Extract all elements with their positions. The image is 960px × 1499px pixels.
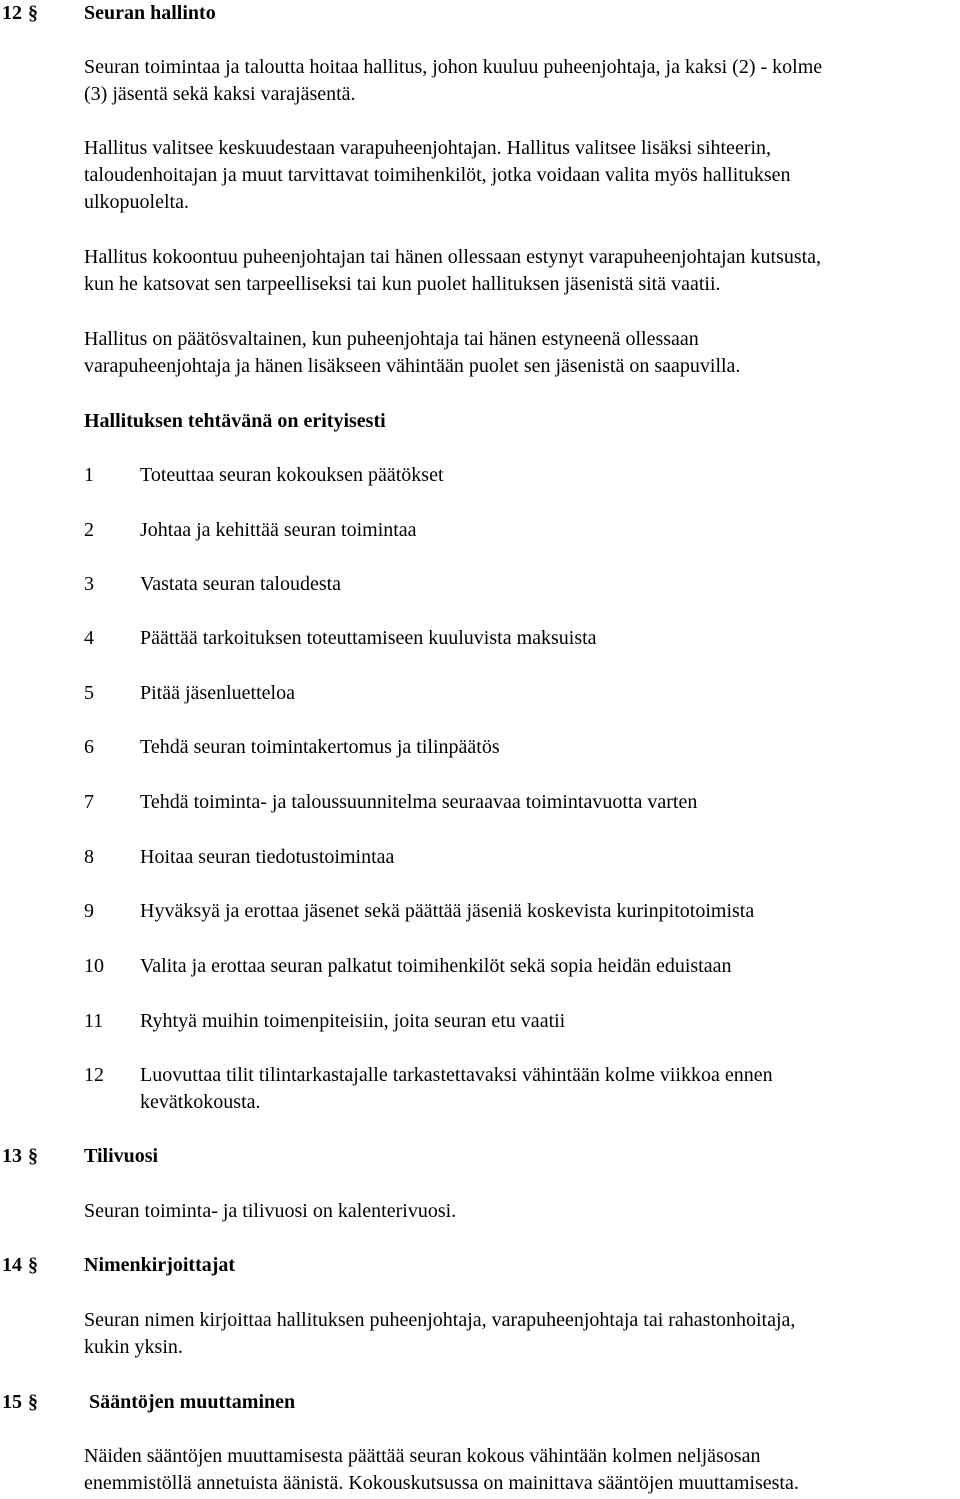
task-number: 7 [84, 791, 94, 813]
paragraph-line: ulkopuolelta. [84, 191, 189, 213]
task-number: 6 [84, 736, 94, 758]
paragraph-line: enemmistöllä annetuista äänistä. Kokouskutsussa on mainittava sääntöjen muuttamisesta. [84, 1472, 799, 1494]
task-line: Hyväksyä ja erottaa jäsenet sekä päättää jäseniä koskevista kurinpitotoimista [140, 900, 755, 922]
section-13-title: Tilivuosi [84, 1145, 159, 1167]
task-line: Hoitaa seuran tiedotustoimintaa [140, 846, 395, 868]
section-15-title: Sääntöjen muuttaminen [89, 1391, 296, 1413]
task-line: Tehdä seuran toimintakertomus ja tilinpäätös [140, 736, 500, 758]
section-sign: § [28, 2, 38, 24]
task-number: 5 [84, 682, 94, 704]
section-13-heading [2, 1143, 159, 1170]
section-12-heading [2, 0, 216, 27]
section-13-number: 13 [2, 1145, 22, 1167]
section-sign: § [28, 1145, 38, 1167]
task-number: 4 [84, 627, 94, 649]
section-13-paragraph-1 [84, 1198, 960, 1225]
task-text [140, 734, 500, 761]
task-text [140, 844, 394, 871]
tasks-heading: Hallituksen tehtävänä on erityisesti [84, 410, 386, 432]
task-text [140, 1008, 565, 1035]
task-line: Pitää jäsenluetteloa [140, 682, 295, 704]
section-14-number: 14 [2, 1254, 22, 1276]
paragraph-line: Seuran nimen kirjoittaa hallituksen puheenjohtaja, varapuheenjohtaja tai rahastonhoitaja, [84, 1309, 796, 1331]
task-number: 9 [84, 900, 94, 922]
section-sign: § [28, 1391, 38, 1413]
task-number: 1 [84, 464, 94, 486]
section-14-title: Nimenkirjoittajat [84, 1254, 236, 1276]
task-number: 3 [84, 573, 94, 595]
task-text [140, 789, 697, 816]
paragraph-line: kukin yksin. [84, 1336, 183, 1358]
paragraph-line: Hallitus on päätösvaltainen, kun puheenjohtaja tai hänen estyneenä ollessaan [84, 328, 699, 350]
section-12-paragraph-1 [84, 54, 960, 108]
task-number: 12 [84, 1064, 104, 1086]
task-line: Valita ja erottaa seuran palkatut toimihenkilöt sekä sopia heidän eduistaan [140, 955, 732, 977]
paragraph-line: kun he katsovat sen tarpeelliseksi tai kun puolet hallituksen jäsenistä sitä vaatii. [84, 273, 721, 295]
task-number: 2 [84, 519, 94, 541]
paragraph-line: (3) jäsentä sekä kaksi varajäsentä. [84, 83, 356, 105]
section-15-paragraph-1 [84, 1443, 960, 1497]
section-14-heading [2, 1252, 236, 1279]
task-line: Luovuttaa tilit tilintarkastajalle tarkastettavaksi vähintään kolme viikkoa ennen [140, 1064, 773, 1086]
task-text [140, 898, 754, 925]
task-line: Ryhtyä muihin toimenpiteisiin, joita seuran etu vaatii [140, 1010, 566, 1032]
section-15-heading [2, 1389, 296, 1416]
task-number: 8 [84, 846, 94, 868]
task-line: Vastata seuran taloudesta [140, 573, 342, 595]
task-text [140, 680, 295, 707]
task-line: Johtaa ja kehittää seuran toimintaa [140, 519, 417, 541]
paragraph-line: varapuheenjohtaja ja hänen lisäkseen vähintään puolet sen jäsenistä on saapuvilla. [84, 355, 741, 377]
task-text [140, 625, 597, 652]
section-12-number: 12 [2, 2, 22, 24]
task-text [140, 571, 341, 598]
task-line: Tehdä toiminta- ja taloussuunnitelma seuraavaa toimintavuotta varten [140, 791, 698, 813]
section-12-title: Seuran hallinto [84, 2, 216, 24]
task-text [140, 953, 731, 980]
task-text [140, 517, 417, 544]
paragraph-line: Seuran toimintaa ja taloutta hoitaa hallitus, johon kuuluu puheenjohtaja, ja kaksi (2) - kolme [84, 56, 823, 78]
task-line: Toteuttaa seuran kokouksen päätökset [140, 464, 444, 486]
section-12-paragraph-3 [84, 244, 960, 298]
section-15-number: 15 [2, 1391, 22, 1413]
task-line: kevätkokousta. [140, 1091, 261, 1113]
task-number: 11 [84, 1010, 104, 1032]
task-text [140, 1062, 773, 1116]
paragraph-line: taloudenhoitajan ja muut tarvittavat toimihenkilöt, jotka voidaan valita myös hallituksen [84, 164, 791, 186]
section-12-paragraph-4 [84, 326, 960, 380]
section-sign: § [28, 1254, 38, 1276]
task-line: Päättää tarkoituksen toteuttamiseen kuuluvista maksuista [140, 627, 597, 649]
task-text [140, 462, 444, 489]
paragraph-line: Hallitus kokoontuu puheenjohtajan tai hänen ollessaan estynyt varapuheenjohtajan kutsusta, [84, 246, 822, 268]
paragraph-line: Näiden sääntöjen muuttamisesta päättää seuran kokous vähintään kolmen neljäsosan [84, 1445, 761, 1467]
section-14-paragraph-1 [84, 1307, 960, 1361]
paragraph-line: Seuran toiminta- ja tilivuosi on kalenterivuosi. [84, 1200, 457, 1222]
paragraph-line: Hallitus valitsee keskuudestaan varapuheenjohtajan. Hallitus valitsee lisäksi sihteerin, [84, 137, 772, 159]
section-12-paragraph-2 [84, 135, 960, 216]
task-number: 10 [84, 955, 104, 977]
